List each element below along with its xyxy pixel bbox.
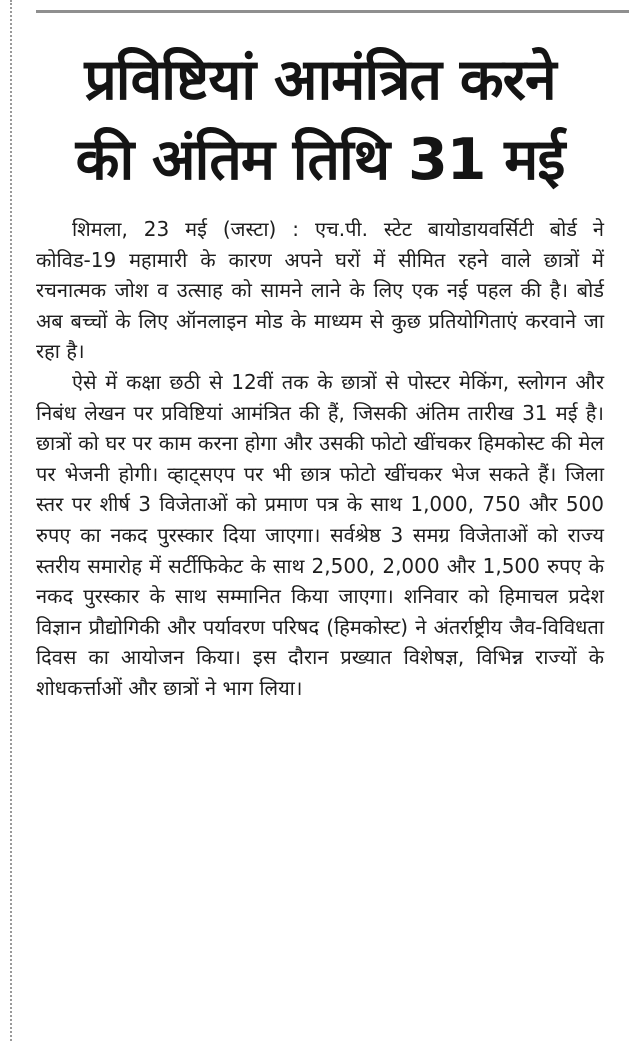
article-paragraph-1: शिमला, 23 मई (जस्टा) : एच.पी. स्टेट बायोडायवर्सिटी बोर्ड ने कोविड-19 महामारी के कारण अपने घरों में सीमित रहने वाले छात्रों में रचनात्मक जोश व उत्साह को सामने लाने के लिए एक नई पहल की है। बोर्ड अब बच्चों के लिए ऑनलाइन मोड के माध्यम से कुछ प्रतियोगिताएं करवाने जा रहा है।: [36, 217, 604, 364]
article-paragraph-2: ऐसे में कक्षा छठी से 12वीं तक के छात्रों से पोस्टर मेकिंग, स्लोगन और निबंध लेखन पर प्रविष्टियां आमंत्रित की हैं, जिसकी अंतिम तारीख 31 मई है। छात्रों को घर पर काम करना होगा और उसकी फोटो खींचकर हिमकोस्ट की मेल पर भेजनी होगी। व्हाट्सएप पर भी छात्र फोटो खींचकर भेज सकते हैं। जिला स्तर पर शीर्ष 3 विजेताओं को प्रमाण पत्र के साथ 1,000, 750 और 500 रुपए का नकद पुरस्कार दिया जाएगा। सर्वश्रेष्ठ 3 समग्र विजेताओं को राज्य स्तरीय समारोह में सर्टीफिकेट के साथ 2,500, 2,000 और 1,500 रुपए के नकद पुरस्कार के साथ सम्मानित किया जाएगा। शनिवार को हिमाचल प्रदेश विज्ञान प्रौद्योगिकी और पर्यावरण परिषद (हिमकोस्ट) ने अंतर्राष्ट्रीय जैव-विविधता दिवस का आयोजन किया। इस दौरान प्रख्यात विशेषज्ञ, विभिन्न राज्यों के शोधकर्त्ताओं और छात्रों ने भाग लिया।: [36, 369, 604, 700]
headline-line-1: प्रविष्टियां आमंत्रित करने: [84, 47, 556, 113]
article-body: [36, 214, 604, 704]
article-headline: [36, 40, 604, 200]
news-article: [36, 40, 604, 704]
column-separator-dotted: [10, 0, 12, 1041]
headline-line-2: की अंतिम तिथि 31 मई: [75, 127, 565, 193]
top-rule: [36, 10, 629, 13]
